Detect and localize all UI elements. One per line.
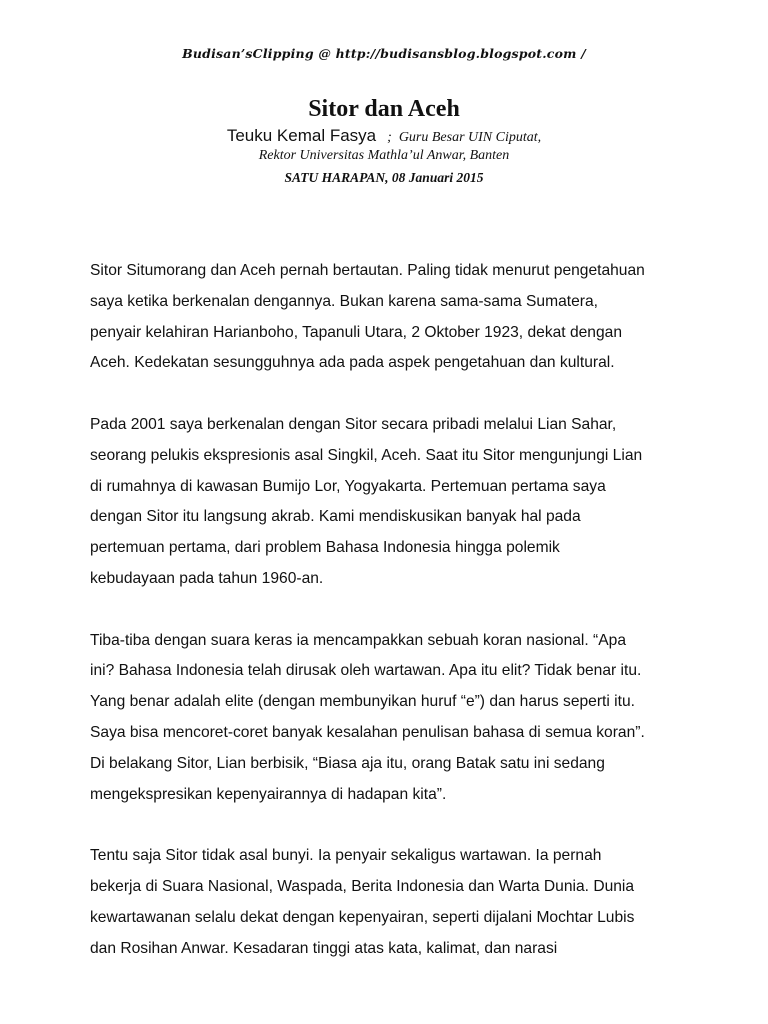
- publication-source: SATU HARAPAN, 08 Januari 2015: [284, 170, 484, 185]
- text-line: Pada 2001 saya berkenalan dengan Sitor secara pribadi melalui Lian Sahar,: [90, 415, 617, 433]
- text-line: di rumahnya di kawasan Bumijo Lor, Yogyakarta. Pertemuan pertama saya: [90, 477, 606, 495]
- text-line: pertemuan pertama, dari problem Bahasa Indonesia hingga polemik: [90, 539, 560, 557]
- text-line: Saya bisa mencoret-coret banyak kesalahan penulisan bahasa di semua koran”.: [90, 723, 645, 741]
- text-line: dan Rosihan Anwar. Kesadaran tinggi atas kata, kalimat, dan narasi: [90, 939, 558, 957]
- text-line: seorang pelukis ekspresionis asal Singkil, Aceh. Saat itu Sitor mengunjungi Lian: [90, 446, 643, 464]
- text-line: mengekspresikan kepenyairannya di hadapan kita”.: [90, 785, 447, 803]
- text-line: penyair kelahiran Harianboho, Tapanuli Utara, 2 Oktober 1923, dekat dengan: [90, 323, 622, 341]
- text-line: bekerja di Suara Nasional, Waspada, Berita Indonesia dan Warta Dunia. Dunia: [90, 877, 635, 895]
- author-affiliation: Rektor Universitas Mathla’ul Anwar, Banten: [258, 148, 510, 163]
- article-body: [90, 256, 690, 995]
- text-line: kewartawanan selalu dekat dengan kepenyairan, seperti dijalani Mochtar Lubis: [90, 908, 635, 926]
- article-title: Sitor dan Aceh: [308, 96, 460, 122]
- text-line: Tiba-tiba dengan suara keras ia mencampakkan sebuah koran nasional. “Apa: [90, 631, 626, 649]
- author-separator: [380, 130, 399, 145]
- clipping-header: Budisan’sClipping @ http://budisansblog.blogspot.com /: [182, 46, 586, 61]
- paragraph-2: [90, 410, 690, 595]
- text-line: ini? Bahasa Indonesia telah dirusak oleh wartawan. Apa itu elit? Tidak benar itu.: [90, 662, 642, 680]
- paragraph-4: [90, 841, 690, 964]
- text-line: Sitor Situmorang dan Aceh pernah bertautan. Paling tidak menurut pengetahuan: [90, 262, 645, 279]
- text-line: kebudayaan pada tahun 1960-an.: [90, 569, 324, 587]
- text-line: Aceh. Kedekatan sesungguhnya ada pada aspek pengetahuan dan kultural.: [90, 354, 615, 372]
- text-line: dengan Sitor itu langsung akrab. Kami mendiskusikan banyak hal pada: [90, 508, 581, 526]
- author-role: Guru Besar UIN Ciputat,: [398, 130, 542, 145]
- separator-text: ;: [387, 130, 392, 145]
- text-line: Tentu saja Sitor tidak asal bunyi. Ia penyair sekaligus wartawan. Ia pernah: [90, 847, 602, 865]
- author-line: [0, 126, 768, 146]
- text-line: saya ketika berkenalan dengannya. Bukan karena sama-sama Sumatera,: [90, 292, 598, 310]
- author-name: Teuku Kemal Fasya: [226, 126, 377, 145]
- text-line: Di belakang Sitor, Lian berbisik, “Biasa aja itu, orang Batak satu ini sedang: [90, 754, 605, 772]
- paragraph-1: [90, 256, 690, 379]
- paragraph-3: [90, 626, 690, 811]
- text-line: Yang benar adalah elite (dengan membunyikan huruf “e”) dan harus seperti itu.: [90, 693, 635, 711]
